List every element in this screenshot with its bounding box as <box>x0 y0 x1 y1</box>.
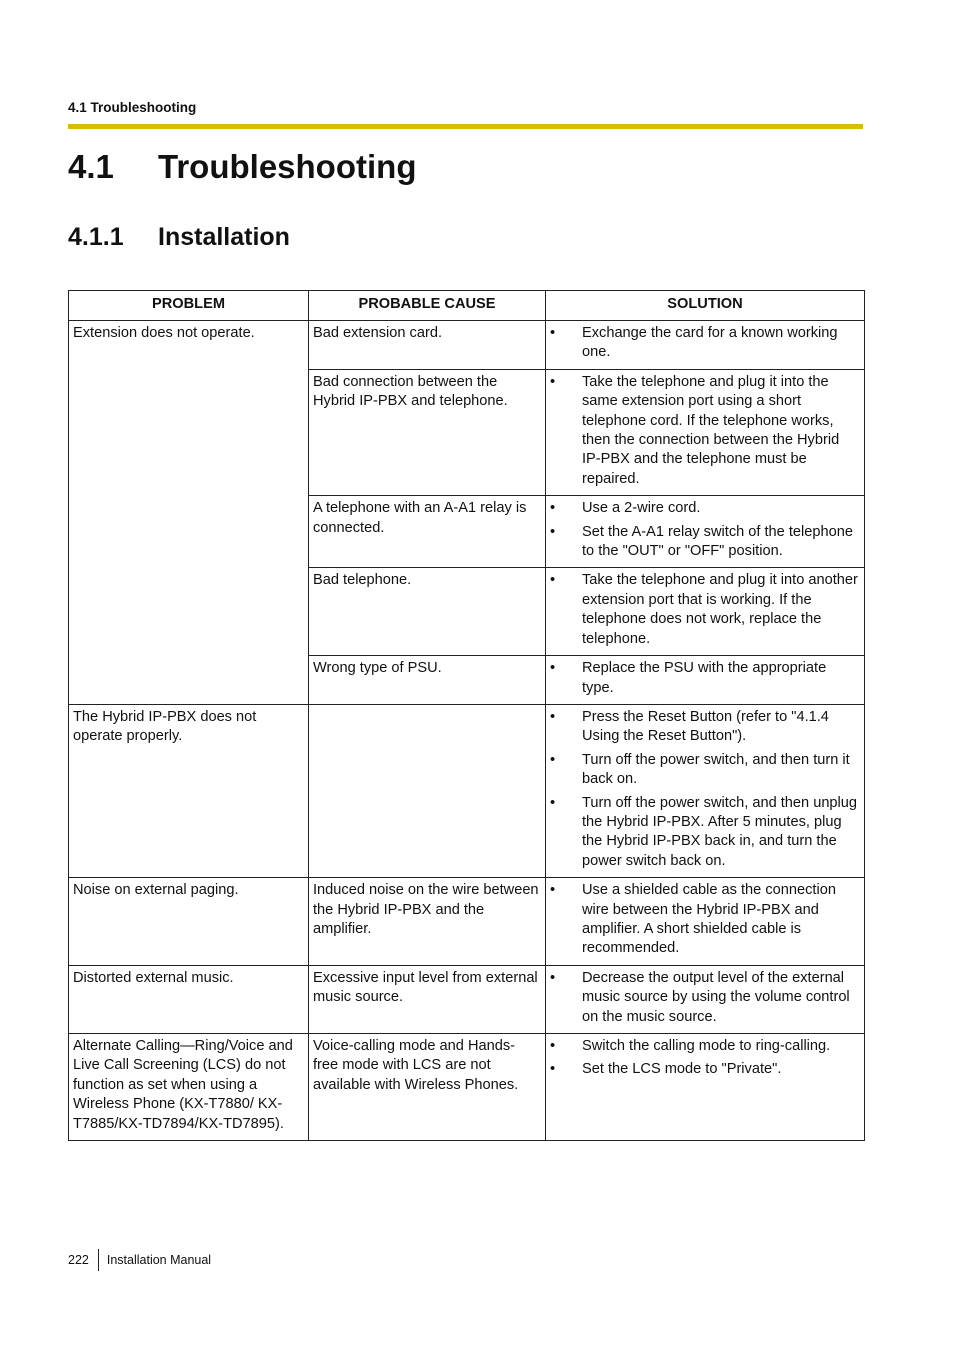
solution-list <box>550 324 859 363</box>
solution-list <box>550 708 859 871</box>
troubleshooting-table <box>68 290 865 1141</box>
section-title: Troubleshooting <box>158 148 417 185</box>
cause-cell: Bad connection between the Hybrid IP-PBX and telephone. <box>309 369 546 495</box>
solution-text: Use a shielded cable as the connection wire between the Hybrid IP-PBX and amplifier. A short shielded cable is recommended. <box>582 882 836 957</box>
header-problem: PROBLEM <box>69 291 309 321</box>
manual-title: Installation Manual <box>106 1253 212 1267</box>
solution-item <box>550 1060 859 1079</box>
footer-divider <box>98 1249 99 1271</box>
solution-cell <box>546 704 865 877</box>
table-row <box>69 965 865 1033</box>
solution-text: Use a 2-wire cord. <box>582 500 701 517</box>
bullet-icon: • <box>550 523 556 540</box>
solution-text: Take the telephone and plug it into the same extension port using a short telephone cord. If the telephone works, then the connection between the Hybrid IP-PBX and the telephone must be repaired. <box>582 373 840 487</box>
bullet-icon: • <box>550 325 556 341</box>
solution-item <box>550 969 859 1027</box>
solution-list <box>550 1037 859 1080</box>
solution-list <box>550 969 859 1027</box>
solution-item <box>550 708 859 747</box>
solution-text: Turn off the power switch, and then turn it back on. <box>582 751 850 788</box>
header-probable-cause: PROBABLE CAUSE <box>309 291 546 321</box>
solution-cell <box>546 496 865 568</box>
solution-text: Exchange the card for a known working one. <box>582 325 838 361</box>
subsection-title: Installation <box>158 223 290 251</box>
solution-item <box>550 659 859 698</box>
cause-cell: Voice-calling mode and Hands-free mode with LCS are not available with Wireless Phones. <box>309 1034 546 1141</box>
solution-item <box>550 499 859 518</box>
cause-cell: Excessive input level from external music source. <box>309 965 546 1033</box>
solution-item <box>550 373 859 489</box>
bullet-icon: • <box>550 794 556 811</box>
table-row <box>69 704 865 877</box>
bullet-icon: • <box>550 882 556 899</box>
solution-cell <box>546 965 865 1033</box>
bullet-icon: • <box>550 1038 556 1054</box>
bullet-icon: • <box>550 373 556 390</box>
solution-item <box>550 523 859 562</box>
problem-cell: Alternate Calling—Ring/Voice and Live Call Screening (LCS) do not function as set when using a Wireless Phone (KX-T7880/ KX-T7885/KX-TD7894/KX-TD7895). <box>69 1034 309 1141</box>
solution-list <box>550 499 859 561</box>
page-footer <box>68 1249 211 1271</box>
solution-item <box>550 1037 859 1056</box>
cause-cell: Wrong type of PSU. <box>309 656 546 705</box>
bullet-icon: • <box>550 708 556 725</box>
cause-cell: Bad telephone. <box>309 568 546 656</box>
solution-text: Take the telephone and plug it into another extension port that is working. If the telephone does not work, replace the telephone. <box>582 572 858 647</box>
bullet-icon: • <box>550 1061 556 1078</box>
solution-text: Press the Reset Button (refer to "4.1.4 Using the Reset Button"). <box>582 708 829 745</box>
solution-text: Replace the PSU with the appropriate type. <box>582 660 827 696</box>
bullet-icon: • <box>550 751 556 768</box>
solution-list <box>550 373 859 489</box>
problem-cell: The Hybrid IP-PBX does not operate properly. <box>69 704 309 877</box>
section-heading <box>68 148 416 186</box>
cause-cell <box>309 704 546 877</box>
bullet-icon: • <box>550 660 556 677</box>
running-head: 4.1 Troubleshooting <box>68 100 197 115</box>
solution-cell <box>546 656 865 705</box>
solution-item <box>550 881 859 959</box>
problem-cell: Distorted external music. <box>69 965 309 1033</box>
table-header-row <box>69 291 865 321</box>
table-row <box>69 321 865 370</box>
page-number: 222 <box>68 1253 89 1267</box>
solution-cell <box>546 1034 865 1141</box>
solution-text: Turn off the power switch, and then unplug the Hybrid IP-PBX. After 5 minutes, plug the Hybrid IP-PBX back in, and turn the power switch back on. <box>582 794 858 869</box>
solution-cell <box>546 369 865 495</box>
subsection-number: 4.1.1 <box>68 223 124 251</box>
header-rule <box>68 124 863 129</box>
solution-list <box>550 571 859 649</box>
solution-cell <box>546 568 865 656</box>
section-number: 4.1 <box>68 148 114 185</box>
header-solution: SOLUTION <box>546 291 865 321</box>
bullet-icon: • <box>550 572 556 589</box>
cause-cell: A telephone with an A-A1 relay is connected. <box>309 496 546 568</box>
solution-item <box>550 324 859 363</box>
solution-text: Set the LCS mode to "Private". <box>582 1061 782 1078</box>
table-row <box>69 1034 865 1141</box>
solution-item <box>550 571 859 649</box>
table-row <box>69 878 865 966</box>
solution-item <box>550 794 859 872</box>
cause-cell: Induced noise on the wire between the Hybrid IP-PBX and the amplifier. <box>309 878 546 966</box>
bullet-icon: • <box>550 500 556 517</box>
solution-cell <box>546 321 865 370</box>
problem-cell: Noise on external paging. <box>69 878 309 966</box>
solution-list <box>550 881 859 959</box>
solution-cell <box>546 878 865 966</box>
solution-list <box>550 659 859 698</box>
bullet-icon: • <box>550 969 556 986</box>
problem-cell: Extension does not operate. <box>69 321 309 705</box>
subsection-heading <box>68 223 290 252</box>
cause-cell: Bad extension card. <box>309 321 546 370</box>
solution-text: Decrease the output level of the external music source by using the volume control on the music source. <box>582 969 850 1025</box>
solution-text: Switch the calling mode to ring-calling. <box>582 1038 831 1054</box>
solution-text: Set the A-A1 relay switch of the telephone to the "OUT" or "OFF" position. <box>582 523 853 560</box>
solution-item <box>550 751 859 790</box>
